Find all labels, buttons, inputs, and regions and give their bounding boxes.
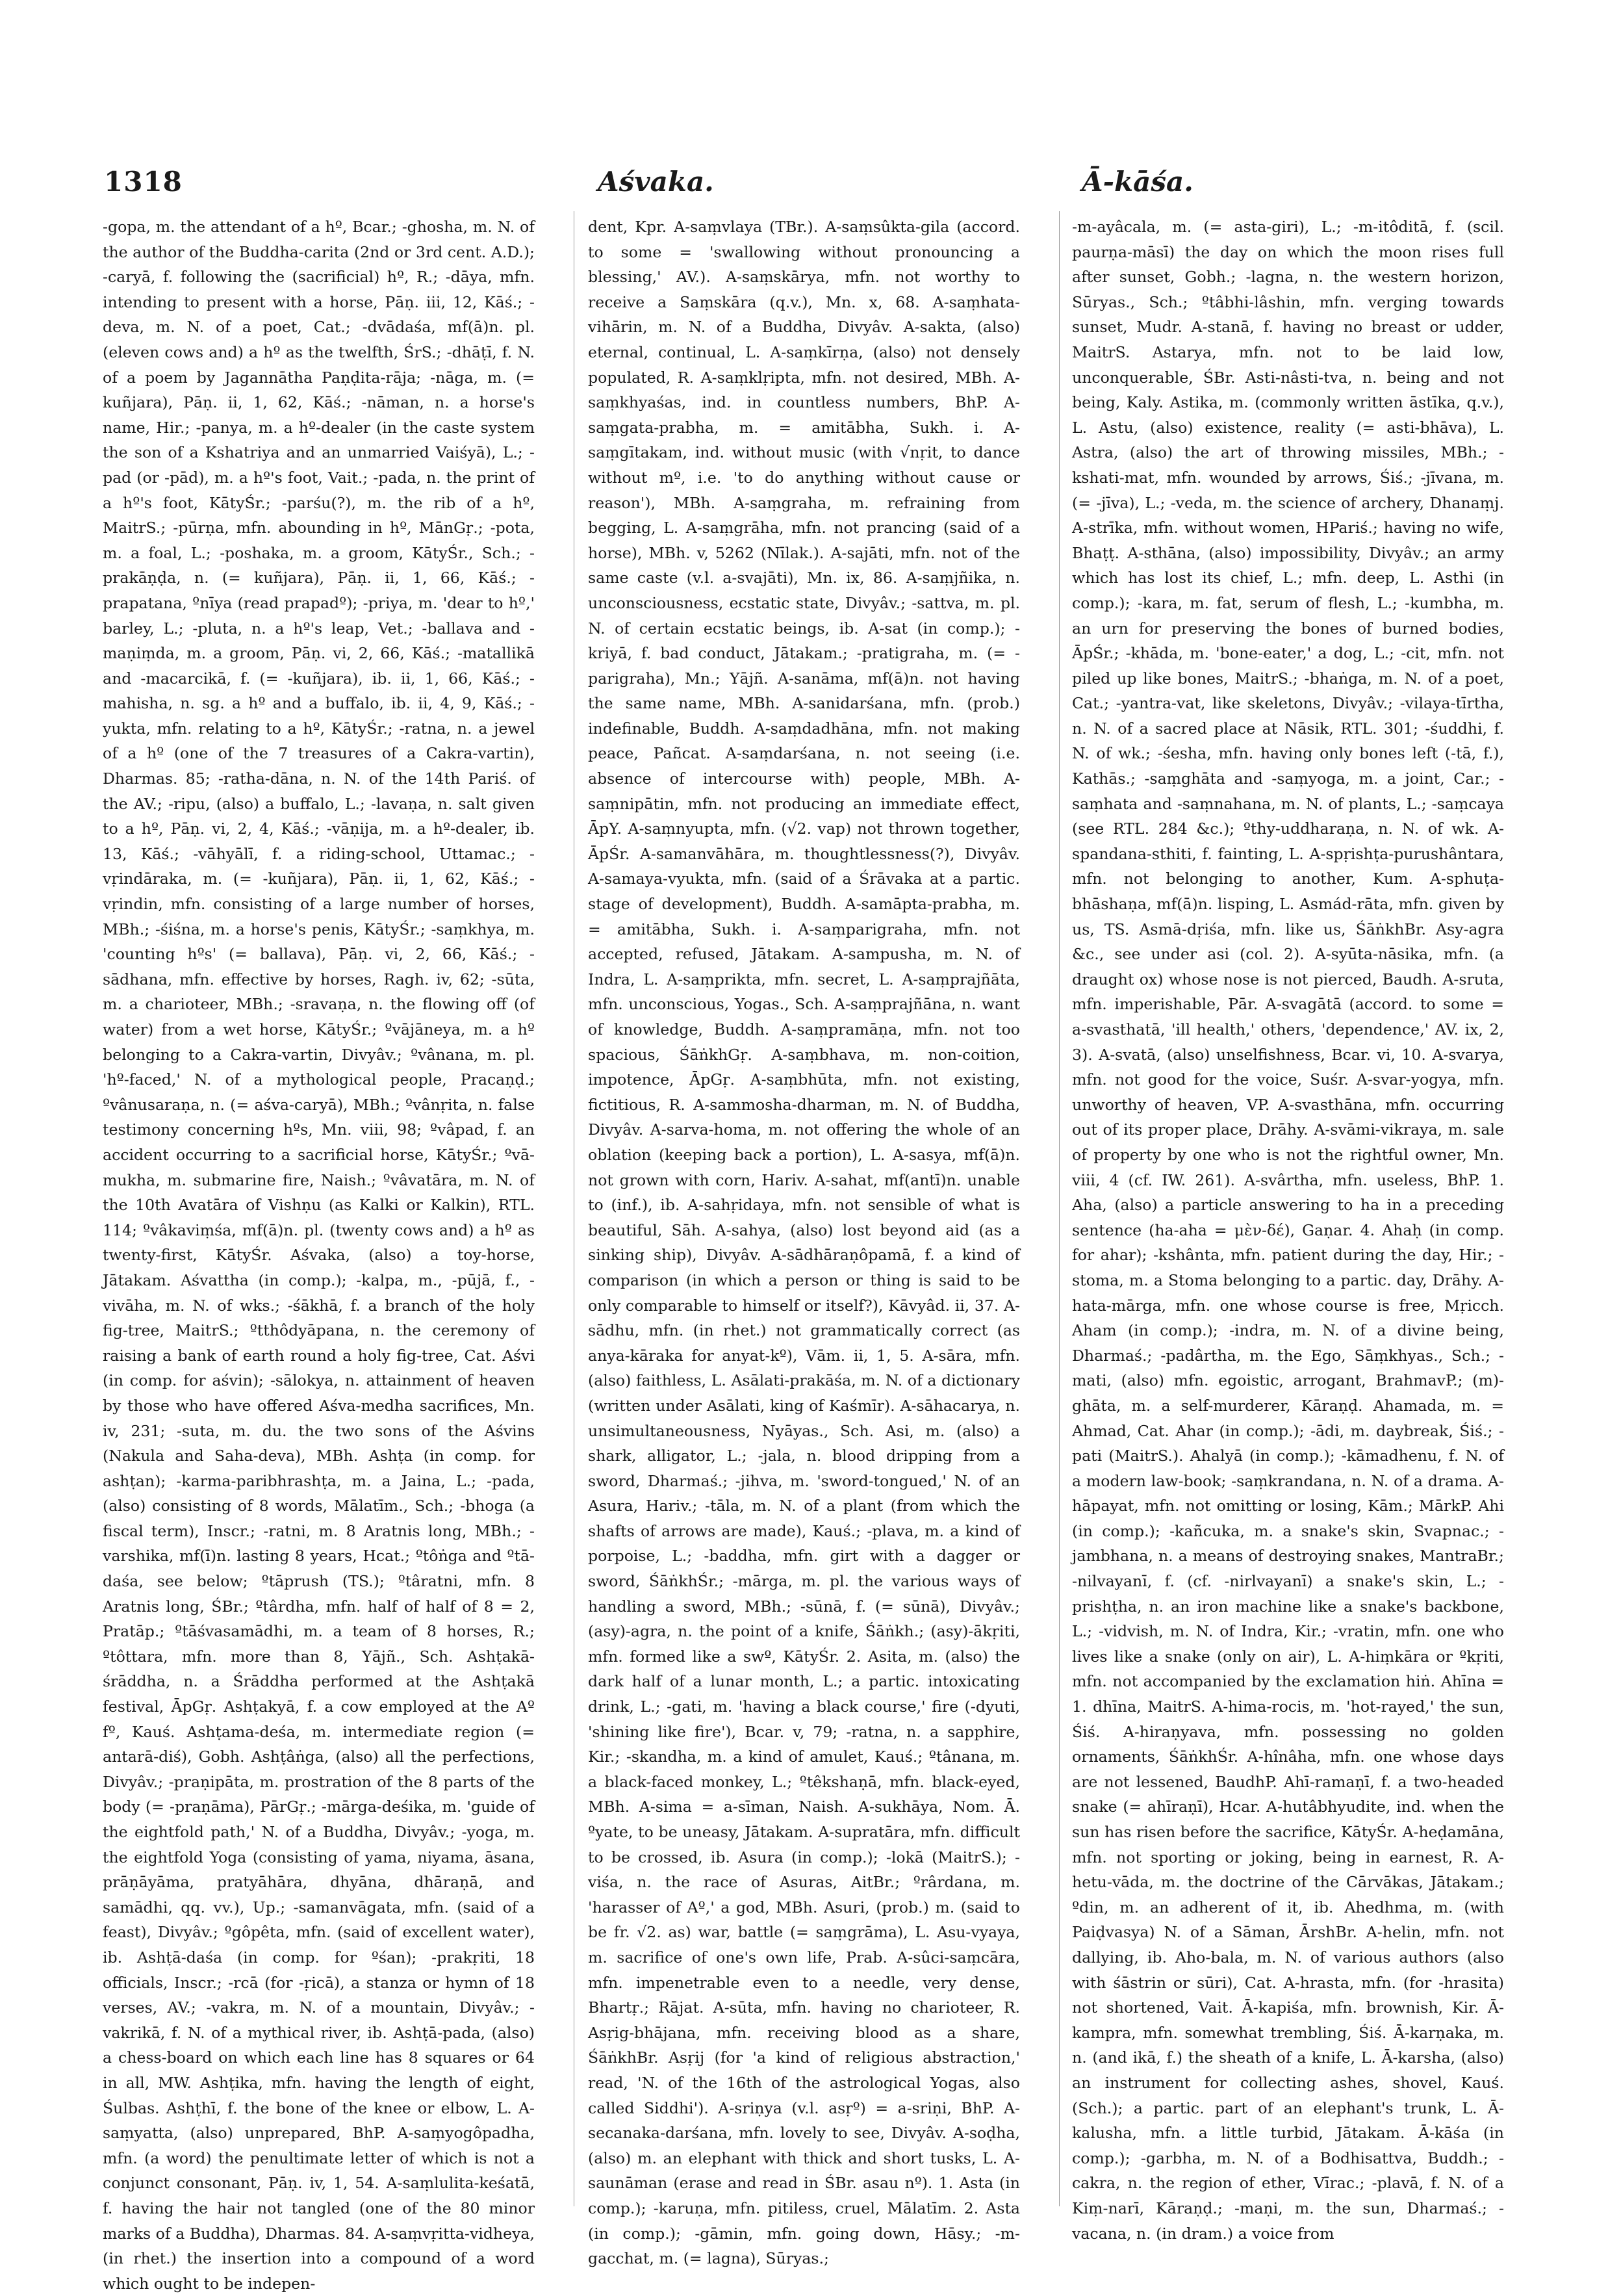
dictionary-column-2	[588, 214, 1020, 2268]
left-running-headword: Aśvaka.	[598, 166, 714, 198]
page-header	[104, 166, 1511, 218]
right-running-headword: Ā-kāśa.	[1082, 166, 1193, 198]
column-text: -m-ayâcala, m. (= asta-giri), L.; -m-itôditā, f. (scil. paurṇa-māsī) the day on which the moon rises full after sunset, Gobh.; -lagna, n. the western horizon, Sūryas., Sch.; ºtâbhi-lâshin, mfn. verging towards sunset, Mudr. A-stanā, f. having no breast or udder, MaitrS. Astarya, mfn. not to be laid low, unconquerable, ŚBr. Asti-nâsti-tva, n. being and not being, Kaly. Astika, m. (commonly written āstīka, q.v.), L. Astu, (also) existence, reality (= asti-bhāva), L. Astra, (also) the art of throwing missiles, MBh.; -kshati-mat, mfn. wounded by arrows, Śiś.; -jīvana, m. (= -jīva), L.; -veda, m. the science of archery, Dhanaṃj. A-strīka, mfn. without women, HPariś.; having no wife, Bhaṭṭ. A-sthāna, (also) impossibility, Divyâv.; an army which has lost its chief, L.; mfn. deep, L. Asthi (in comp.); -kara, m. fat, serum of flesh, L.; -kumbha, m. an urn for preserving the bones of burned bodies, ĀpŚr.; -khāda, m. 'bone-eater,' a dog, L.; -cit, mfn. not piled up like bones, MaitrS.; -bhaṅga, m. N. of a poet, Cat.; -yantra-vat, like skeletons, Divyâv.; -vilaya-tīrtha, n. N. of a sacred place at Nāsik, RTL. 301; -śuddhi, f. N. of wk.; -śesha, mfn. having only bones left (-tā, f.), Kathās.; -saṃghāta and -saṃyoga, m. a joint, Car.; -saṃhata and -saṃnahana, m. N. of plants, L.; -saṃcaya (see RTL. 284 &c.); ºthy-uddharaṇa, n. N. of wk. A-spandana-sthiti, f. fainting, L. A-spṛishṭa-purushântara, mfn. not belonging to another, Kum. A-sphuṭa-bhāshaṇa, mf(ā)n. lisping, L. Asmád-rāta, mfn. given by us, TS. Asmā-dṛiśa, mfn. like us, ŚāṅkhBr. Asy-agra &c., see under asi (col. 2). A-syūta-nāsika, mfn. (a draught ox) whose nose is not pierced, Baudh. A-sruta, mfn. imperishable, Pār. A-svagātā (accord. to some = a-svasthatā, 'ill health,' others, 'dependence,' AV. ix, 2, 3). A-svatā, (also) unselfishness, Bcar. vi, 10. A-svarya, mfn. not good for the voice, Suśr. A-svar-yogya, mfn. unworthy of heaven, VP. A-svasthāna, mfn. occurring out of its proper place, Drāhy. A-svāmi-vikraya, m. sale of property by one who is not the rightful owner, Mn. viii, 4 (cf. IW. 261). A-svârtha, mfn. useless, BhP. 1. Aha, (also) a particle answering to ha in a preceding sentence (ha-aha = μὲν-δέ), Gaṇar. 4. Ahaḥ (in comp. for ahar); -kshânta, mfn. patient during the day, Hir.; -stoma, m. a Stoma belonging to a partic. day, Drāhy. A-hata-mārga, mfn. one whose course is free, Mṛicch. Aham (in comp.); -indra, m. N. of a divine being, Dharmaś.; -padârtha, m. the Ego, Sāṃkhyas., Sch.; -mati, (also) mfn. egoistic, arrogant, BrahmavP.; (m)-ghāta, m. a self-murderer, Kāraṇḍ. Ahamada, m. = Ahmad, Cat. Ahar (in comp.); -ādi, m. daybreak, Śiś.; -pati (MaitrS.). Ahalyā (in comp.); -kāmadhenu, f. N. of a modern law-book; -saṃkrandana, n. N. of a drama. A-hāpayat, mfn. not omitting or losing, Kām.; MārkP. Ahi (in comp.); -kañcuka, m. a snake's skin, Svapnac.; -jambhana, n. a means of destroying snakes, MantraBr.; -nilvayanī, f. (cf. -nirlvayanī) a snake's skin, L.; -prishṭha, n. an iron machine like a snake's backbone, L.; -vidvish, m. N. of Indra, Kir.; -vratin, mfn. one who lives like a snake (only on air), L. A-hiṃkāra or ºkṛiti, mfn. not accompanied by the exclamation hiṅ. Ahīna = 1. dhīna, MaitrS. A-hima-rocis, m. 'hot-rayed,' the sun, Śiś. A-hiraṇyava, mfn. possessing no golden ornaments, ŚāṅkhŚr. A-hînâha, mfn. one whose days are not lessened, BaudhP. Ahī-ramaṇī, f. a two-headed snake (= ahīraṇī), Hcar. A-hutâbhyudite, ind. when the sun has risen before the sacrifice, KātyŚr. A-heḍamāna, mfn. not sporting or joking, being in earnest, R. A-hetu-vāda, m. the doctrine of the Cārvākas, Jātakam.; ºdin, m. an adherent of it, ib. Ahedhma, m. (with Paiḍvasya) N. of a Sāman, ĀrshBr. A-helin, mfn. not dallying, ib. Aho-bala, m. N. of various authors (also with śāstrin or sūri), Cat. A-hrasta, mfn. (for -hrasita) not shortened, Vait. Ā-kapiśa, mfn. brownish, Kir. Ā-kampra, mfn. somewhat trembling, Śiś. Ā-karṇaka, m. n. (and ikā, f.) the sheath of a knife, L. Ā-karsha, (also) an instrument for collecting ashes, shovel, Kauś. (Sch.); a partic. part of an elephant's trunk, L. Ā-kalusha, mfn. a little turbid, Jātakam. Ā-kāśa (in comp.); -garbha, m. N. of a Bodhisattva, Buddh.; -cakra, n. the region of ether, Vīrac.; -plavā, f. N. of a Kiṃ-narī, Kāraṇḍ.; -maṇi, m. the sun, Dharmaś.; -vacana, n. (in dram.) a voice from	[1072, 218, 1504, 2243]
column-divider	[1059, 211, 1060, 2206]
column-text: -gopa, m. the attendant of a hº, Bcar.; -ghosha, m. N. of the author of the Buddha-carita (2nd or 3rd cent. A.D.); -caryā, f. following the (sacrificial) hº, R.; -dāya, mfn. intending to present with a horse, Pāṇ. iii, 12, Kāś.; -deva, m. N. of a poet, Cat.; -dvādaśa, mf(ā)n. pl. (eleven cows and) a hº as the twelfth, ŚrS.; -dhāṭī, f. N. of a poem by Jagannātha Paṇḍita-rāja; -nāga, m. (= kuñjara), Pāṇ. ii, 1, 62, Kāś.; -nāman, n. a horse's name, Hir.; -panya, m. a hº-dealer (in the caste system the son of a Kshatriya and an unmarried Vaiśyā), L.; -pad (or -pād), m. a hº's foot, Vait.; -pada, n. the print of a hº's foot, KātyŚr.; -parśu(?), m. the rib of a hº, MaitrS.; -pūrṇa, mfn. abounding in hº, MānGṛ.; -pota, m. a foal, L.; -poshaka, m. a groom, KātyŚr., Sch.; -prakāṇḍa, n. (= kuñjara), Pāṇ. ii, 1, 66, Kāś.; -prapatana, ºnīya (read prapadº); -priya, m. 'dear to hº,' barley, L.; -pluta, n. a hº's leap, Vet.; -ballava and -maṇiṃda, m. a groom, Pāṇ. vi, 2, 66, Kāś.; -matallikā and -macarcikā, f. (= -kuñjara), ib. ii, 1, 66, Kāś.; -mahisha, n. sg. a hº and a buffalo, ib. ii, 4, 9, Kāś.; -yukta, mfn. relating to a hº, KātyŚr.; -ratna, n. a jewel of a hº (one of the 7 treasures of a Cakra-vartin), Dharmas. 85; -ratha-dāna, n. N. of the 14th Pariś. of the AV.; -ripu, (also) a buffalo, L.; -lavaṇa, n. salt given to a hº, Pāṇ. vi, 2, 4, Kāś.; -vāṇija, m. a hº-dealer, ib. 13, Kāś.; -vāhyālī, f. a riding-school, Uttamac.; -vṛindāraka, m. (= -kuñjara), Pāṇ. ii, 1, 62, Kāś.; -vṛindin, mfn. consisting of a large number of horses, MBh.; -śiśna, m. a horse's penis, KātyŚr.; -saṃkhya, m. 'counting hºs' (= ballava), Pāṇ. vi, 2, 66, Kāś.; -sādhana, mfn. effective by horses, Ragh. iv, 62; -sūta, m. a charioteer, MBh.; -sravaṇa, n. the flowing off (of water) from a wet horse, KātyŚr.; ºvājāneya, m. a hº belonging to a Cakra-vartin, Divyâv.; ºvânana, m. pl. 'hº-faced,' N. of a mythological people, Pracaṇḍ.; ºvânusaraṇa, n. (= aśva-caryā), MBh.; ºvânṛita, n. false testimony concerning hºs, Mn. viii, 98; ºvâpad, f. an accident occurring to a sacrificial horse, KātyŚr.; ºvā-mukha, m. submarine fire, Naish.; ºvâvatāra, m. N. of the 10th Avatāra of Vishṇu (as Kalki or Kalkin), RTL. 114; ºvâkaviṃśa, mf(ā)n. pl. (twenty cows and) a hº as twenty-first, KātyŚr. Aśvaka, (also) a toy-horse, Jātakam. Aśvattha (in comp.); -kalpa, m., -pūjā, f., -vivāha, m. N. of wks.; -śākhā, f. a branch of the holy fig-tree, MaitrS.; ºtthôdyāpana, n. the ceremony of raising a bank of earth round a holy fig-tree, Cat. Aśvi (in comp. for aśvin); -sālokya, n. attainment of heaven by those who have offered Aśva-medha sacrifices, Mn. iv, 231; -suta, m. du. the two sons of the Aśvins (Nakula and Saha-deva), MBh. Ashṭa (in comp. for ashṭan); -karma-paribhrashṭa, m. a Jaina, L.; -pada, (also) consisting of 8 words, Mālatīm., Sch.; -bhoga (a fiscal term), Inscr.; -ratni, m. 8 Aratnis long, MBh.; -varshika, mf(ī)n. lasting 8 years, Hcat.; ºtôṅga and ºtā-daśa, see below; ºtāprush (TS.); ºtâratni, mfn. 8 Aratnis long, ŚBr.; ºtârdha, mfn. half of half of 8 = 2, Pratāp.; ºtāśvasamādhi, m. a team of 8 horses, R.; ºtôttara, mfn. more than 8, Yājñ., Sch. Ashṭakā-śrāddha, n. a Śrāddha performed at the Ashṭakā festival, ĀpGṛ. Ashṭakyā, f. a cow employed at the Aº fº, Kauś. Ashṭama-deśa, m. intermediate region (= antarā-diś), Gobh. Ashṭâṅga, (also) all the perfections, Divyâv.; -praṇipāta, m. prostration of the 8 parts of the body (= -praṇāma), PārGṛ.; -mārga-deśika, m. 'guide of the eightfold path,' N. of a Buddha, Divyâv.; -yoga, m. the eightfold Yoga (consisting of yama, niyama, āsana, prāṇāyāma, pratyāhāra, dhyāna, dhāraṇā, and samādhi, qq. vv.), Up.; -samanvāgata, mfn. (said of a feast), Divyâv.; ºgôpêta, mfn. (said of excellent water), ib. Ashṭā-daśa (in comp. for ºśan); -prakṛiti, 18 officials, Inscr.; -rcā (for -ṛicā), a stanza or hymn of 18 verses, AV.; -vakra, m. N. of a mountain, Divyâv.; -vakrikā, f. N. of a mythical river, ib. Ashṭā-pada, (also) a chess-board on which each line has 8 squares or 64 in all, MW. Ashṭika, mfn. having the length of eight, Śulbas. Ashṭhī, f. the bone of the knee or elbow, L. A-saṃyatta, (also) unprepared, BhP. A-saṃyogôpadha, mfn. (a word) the penultimate letter of which is not a conjunct consonant, Pāṇ. iv, 1, 54. A-saṃlulita-keśatā, f. having the hair not tangled (one of the 80 minor marks of a Buddha), Dharmas. 84. A-saṃvṛitta-vidheya, (in rhet.) the insertion into a compound of a word which ought to be indepen-	[103, 218, 535, 2293]
dictionary-column-3	[1072, 214, 1504, 2243]
dictionary-column-1	[103, 214, 535, 2293]
column-text: dent, Kpr. A-saṃvlaya (TBr.). A-saṃsûkta-gila (accord. to some = 'swallowing without pronouncing a blessing,' AV.). A-saṃskārya, mfn. not worthy to receive a Saṃskāra (q.v.), Mn. x, 68. A-saṃhata-vihārin, m. N. of a Buddha, Divyâv. A-sakta, (also) eternal, continual, L. A-saṃkīrṇa, (also) not densely populated, R. A-saṃklṛipta, mfn. not desired, MBh. A-saṃkhyaśas, ind. in countless numbers, BhP. A-saṃgata-prabha, m. = amitābha, Sukh. i. A-saṃgītakam, ind. without music (with √nṛit, to dance without mº, i.e. 'to do anything without cause or reason'), MBh. A-saṃgraha, m. refraining from begging, L. A-saṃgrāha, mfn. not prancing (said of a horse), MBh. v, 5262 (Nīlak.). A-sajāti, mfn. not of the same caste (v.l. a-svajāti), Mn. ix, 86. A-saṃjñika, n. unconsciousness, ecstatic state, Divyâv.; -sattva, m. pl. N. of certain ecstatic beings, ib. A-sat (in comp.); -kriyā, f. bad conduct, Jātakam.; -pratigraha, m. (= -parigraha), Mn.; Yājñ. A-sanāma, mf(ā)n. not having the same name, MBh. A-sanidarśana, mfn. (prob.) indefinable, Buddh. A-saṃdadhāna, mfn. not making peace, Pañcat. A-saṃdarśana, n. not seeing (i.e. absence of intercourse with) people, MBh. A-saṃnipātin, mfn. not producing an immediate effect, ĀpY. A-saṃnyupta, mfn. (√2. vap) not thrown together, ĀpŚr. A-samanvāhāra, m. thoughtlessness(?), Divyâv. A-samaya-vyukta, mfn. (said of a Śrāvaka at a partic. stage of development), Buddh. A-samāpta-prabha, m. = amitābha, Sukh. i. A-saṃparigraha, mfn. not accepted, refused, Jātakam. A-sampusha, m. N. of Indra, L. A-saṃprikta, mfn. secret, L. A-saṃprajñāta, mfn. unconscious, Yogas., Sch. A-saṃprajñāna, n. want of knowledge, Buddh. A-saṃpramāṇa, mfn. not too spacious, ŚāṅkhGṛ. A-saṃbhava, m. non-coition, impotence, ĀpGṛ. A-saṃbhūta, mfn. not existing, fictitious, R. A-sammosha-dharman, m. N. of Buddha, Divyâv. A-sarva-homa, m. not offering the whole of an oblation (keeping back a portion), L. A-sasya, mf(ā)n. not grown with corn, Hariv. A-sahat, mf(antī)n. unable to (inf.), ib. A-sahṛidaya, mfn. not sensible of what is beautiful, Sāh. A-sahya, (also) lost beyond aid (as a sinking ship), Divyâv. A-sādhāraṇôpamā, f. a kind of comparison (in which a person or thing is said to be only comparable to himself or itself?), Kāvyâd. ii, 37. A-sādhu, mfn. (in rhet.) not grammatically correct (as anya-kāraka for anyat-kº), Vām. ii, 1, 5. A-sāra, mfn. (also) faithless, L. Asālati-prakāśa, m. N. of a dictionary (written under Asālati, king of Kaśmīr). A-sāhacarya, n. unsimultaneousness, Nyāyas., Sch. Asi, m. (also) a shark, alligator, L.; -jala, n. blood dripping from a sword, Dharmaś.; -jihva, m. 'sword-tongued,' N. of an Asura, Hariv.; -tāla, m. N. of a plant (from which the shafts of arrows are made), Kauś.; -plava, m. a kind of porpoise, L.; -baddha, mfn. girt with a dagger or sword, ŚāṅkhŚr.; -mārga, m. pl. the various ways of handling a sword, MBh.; -sūnā, f. (= sūnā), Divyâv.; (asy)-agra, n. the point of a knife, Śāṅkh.; (asy)-ākṛiti, mfn. formed like a swº, KātyŚr. 2. Asita, m. (also) the dark half of a lunar month, L.; a partic. intoxicating drink, L.; -gati, m. 'having a black course,' fire (-dyuti, 'shining like fire'), Bcar. v, 79; -ratna, n. a sapphire, Kir.; -skandha, m. a kind of amulet, Kauś.; ºtânana, m. a black-faced monkey, L.; ºtêkshaṇā, mfn. black-eyed, MBh. A-sima = a-sīman, Naish. A-sukhāya, Nom. Ā. ºyate, to be uneasy, Jātakam. A-supratāra, mfn. difficult to be crossed, ib. Asura (in comp.); -lokā (MaitrS.); -viśa, n. the race of Asuras, AitBr.; ºrârdana, m. 'harasser of Aº,' a god, MBh. Asuri, (prob.) m. (said to be fr. √2. as) war, battle (= saṃgrāma), L. Asu-vyaya, m. sacrifice of one's own life, Prab. A-sûci-saṃcāra, mfn. impenetrable even to a needle, very dense, Bhartṛ.; Rājat. A-sūta, mfn. having no charioteer, R. Asṛig-bhājana, mfn. receiving blood as a share, ŚāṅkhBr. Asṛij (for 'a kind of religious abstraction,' read, 'N. of the 16th of the astrological Yogas, also called Siddhi'). A-sriṇya (v.l. asṛº) = a-sriṇi, BhP. A-secanaka-darśana, mfn. lovely to see, Divyâv. A-soḍha, (also) m. an elephant with thick and short tusks, L. A-saunāman (erase and read in ŚBr. asau nº). 1. Asta (in comp.); -karuṇa, mfn. pitiless, cruel, Mālatīm. 2. Asta (in comp.); -gāmin, mfn. going down, Hāsy.; -m-gacchat, m. (= lagna), Sūryas.;	[588, 218, 1020, 2268]
page-number: 1318	[104, 166, 183, 198]
